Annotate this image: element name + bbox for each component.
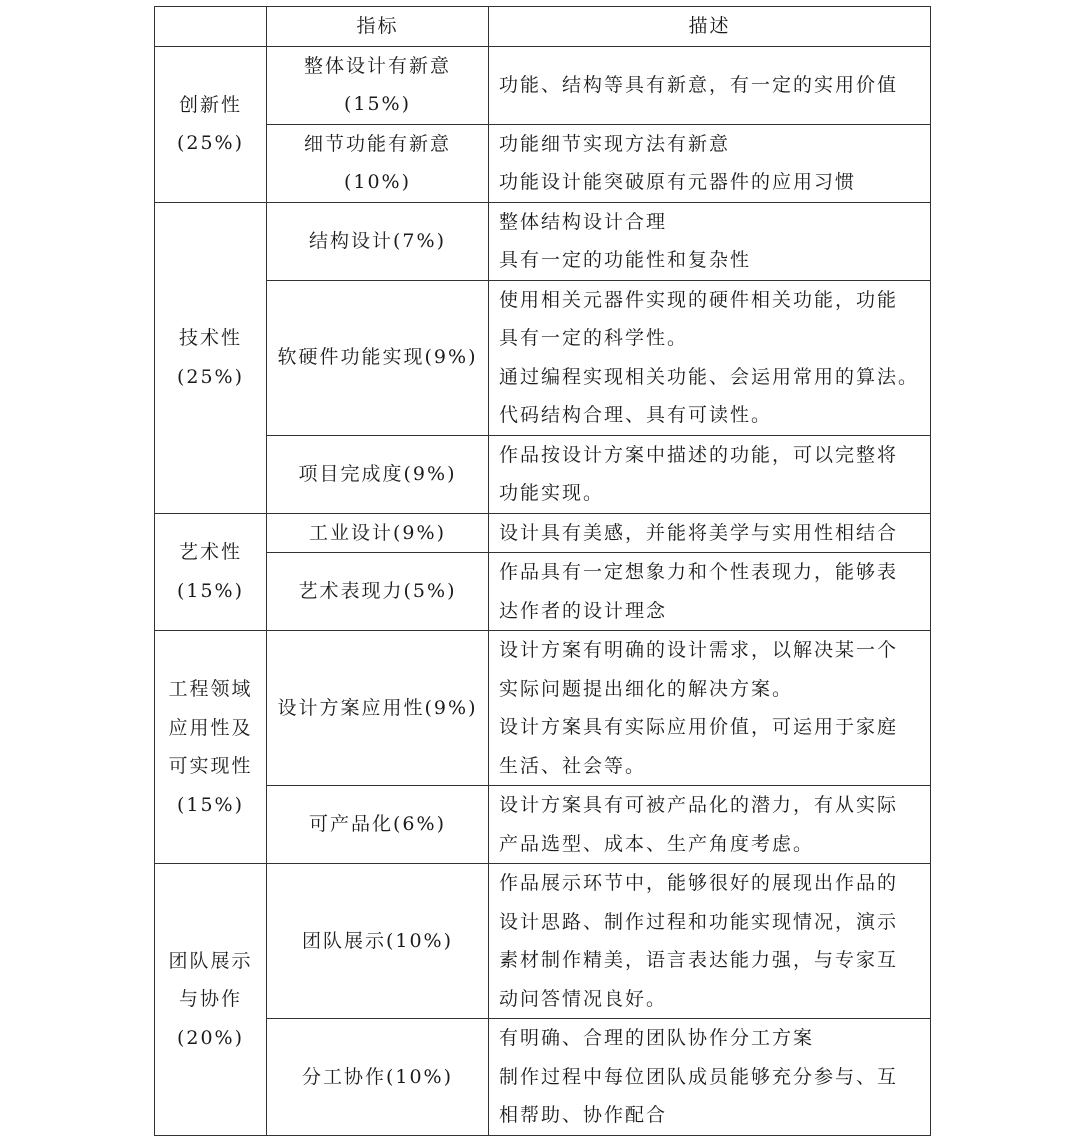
indicator-cell: [267, 202, 489, 280]
table-header-row: [155, 7, 931, 47]
description-line: 制作过程中每位团队成员能够充分参与、互: [499, 1065, 899, 1088]
description-line: 设计具有美感，并能将美学与实用性相结合: [499, 521, 899, 544]
description-line: 功能细节实现方法有新意: [499, 132, 731, 155]
description-cell: [489, 435, 931, 513]
description-line: 达作者的设计理念: [499, 599, 668, 622]
description-line: 具有一定的功能性和复杂性: [499, 249, 752, 271]
description-line: 设计思路、制作过程和功能实现情况，演示: [499, 910, 899, 933]
indicator-cell: [267, 46, 489, 124]
indicator-name: 项目完成度(9%): [298, 462, 457, 485]
evaluation-criteria-table: [154, 6, 931, 1136]
header-category: [155, 7, 267, 47]
category-weight: (15%): [176, 793, 245, 816]
category-name: 与协作: [178, 988, 242, 1010]
category-cell: [155, 631, 267, 864]
indicator-cell: [267, 1019, 489, 1136]
description-line: 素材制作精美，语言表达能力强，与专家互: [499, 949, 899, 971]
indicator-name: 团队展示(10%): [301, 929, 454, 952]
description-line: 功能、结构等具有新意，有一定的实用价值: [499, 73, 899, 96]
indicator-cell: [267, 553, 489, 631]
description-line: 实际问题提出细化的解决方案。: [499, 677, 794, 700]
description-line: 设计方案具有可被产品化的潜力，有从实际: [499, 794, 899, 816]
description-line: 有明确、合理的团队协作分工方案: [499, 1027, 815, 1049]
description-line: 产品选型、成本、生产角度考虑。: [499, 832, 815, 855]
category-weight: (20%): [176, 1026, 245, 1049]
description-cell: [489, 202, 931, 280]
indicator-cell: [267, 513, 489, 553]
description-line: 整体结构设计合理: [499, 210, 668, 233]
header-description: 描述: [489, 7, 931, 47]
description-cell: [489, 1019, 931, 1136]
table-row: [155, 786, 931, 864]
description-line: 通过编程实现相关功能、会运用常用的算法。: [499, 365, 920, 388]
indicator-weight: (10%): [343, 171, 412, 193]
description-line: 功能实现。: [499, 482, 605, 504]
description-cell: [489, 631, 931, 786]
description-line: 作品具有一定想象力和个性表现力，能够表: [499, 561, 899, 583]
description-cell: [489, 553, 931, 631]
indicator-cell: [267, 631, 489, 786]
description-cell: [489, 124, 931, 202]
indicator-cell: [267, 435, 489, 513]
description-line: 设计方案有明确的设计需求，以解决某一个: [499, 639, 899, 661]
description-line: 功能设计能突破原有元器件的应用习惯: [499, 171, 857, 193]
table-row: [155, 513, 931, 553]
table-row: [155, 553, 931, 631]
header-indicator: 指标: [267, 7, 489, 47]
indicator-cell: [267, 124, 489, 202]
category-cell: [155, 202, 267, 513]
category-cell: [155, 46, 267, 202]
category-cell: [155, 513, 267, 631]
table-row: [155, 631, 931, 786]
description-cell: [489, 786, 931, 864]
description-line: 设计方案具有实际应用价值，可运用于家庭: [499, 716, 899, 738]
indicator-name: 分工协作(10%): [301, 1065, 454, 1088]
table-row: [155, 1019, 931, 1136]
category-name: 创新性: [178, 93, 242, 116]
description-line: 动问答情况良好。: [499, 987, 668, 1010]
description-line: 作品展示环节中，能够很好的展现出作品的: [499, 872, 899, 894]
indicator-weight: (15%): [343, 93, 412, 115]
category-name: 应用性及: [168, 716, 253, 739]
description-line: 具有一定的科学性。: [499, 327, 689, 349]
indicator-name: 可产品化(6%): [309, 813, 446, 836]
category-name: 可实现性: [168, 755, 253, 777]
table-row: [155, 202, 931, 280]
description-cell: [489, 280, 931, 435]
description-line: 使用相关元器件实现的硬件相关功能，功能: [499, 288, 899, 311]
indicator-cell: [267, 864, 489, 1019]
description-cell: [489, 513, 931, 553]
indicator-name: 艺术表现力(5%): [298, 580, 457, 603]
indicator-name: 整体设计有新意: [303, 54, 451, 77]
indicator-cell: [267, 280, 489, 435]
description-line: 代码结构合理、具有可读性。: [499, 404, 773, 426]
category-weight: (15%): [176, 579, 245, 602]
indicator-cell: [267, 786, 489, 864]
category-name: 技术性: [178, 327, 242, 349]
category-name: 艺术性: [178, 541, 242, 564]
description-line: 相帮助、协作配合: [499, 1104, 668, 1126]
category-weight: (25%): [176, 365, 245, 388]
category-name: 团队展示: [168, 949, 253, 972]
table-row: [155, 280, 931, 435]
description-line: 生活、社会等。: [499, 754, 647, 777]
description-line: 作品按设计方案中描述的功能，可以完整将: [499, 443, 899, 466]
indicator-name: 细节功能有新意: [303, 132, 451, 155]
description-cell: [489, 864, 931, 1019]
category-cell: [155, 864, 267, 1136]
indicator-name: 设计方案应用性(9%): [277, 696, 478, 719]
category-name: 工程领域: [168, 678, 253, 700]
description-cell: [489, 46, 931, 124]
table-row: [155, 864, 931, 1019]
indicator-name: 工业设计(9%): [309, 521, 446, 544]
category-weight: (25%): [176, 132, 245, 154]
table-row: [155, 124, 931, 202]
table-row: [155, 435, 931, 513]
indicator-name: 结构设计(7%): [309, 229, 446, 252]
table-row: [155, 46, 931, 124]
indicator-name: 软硬件功能实现(9%): [277, 346, 478, 369]
